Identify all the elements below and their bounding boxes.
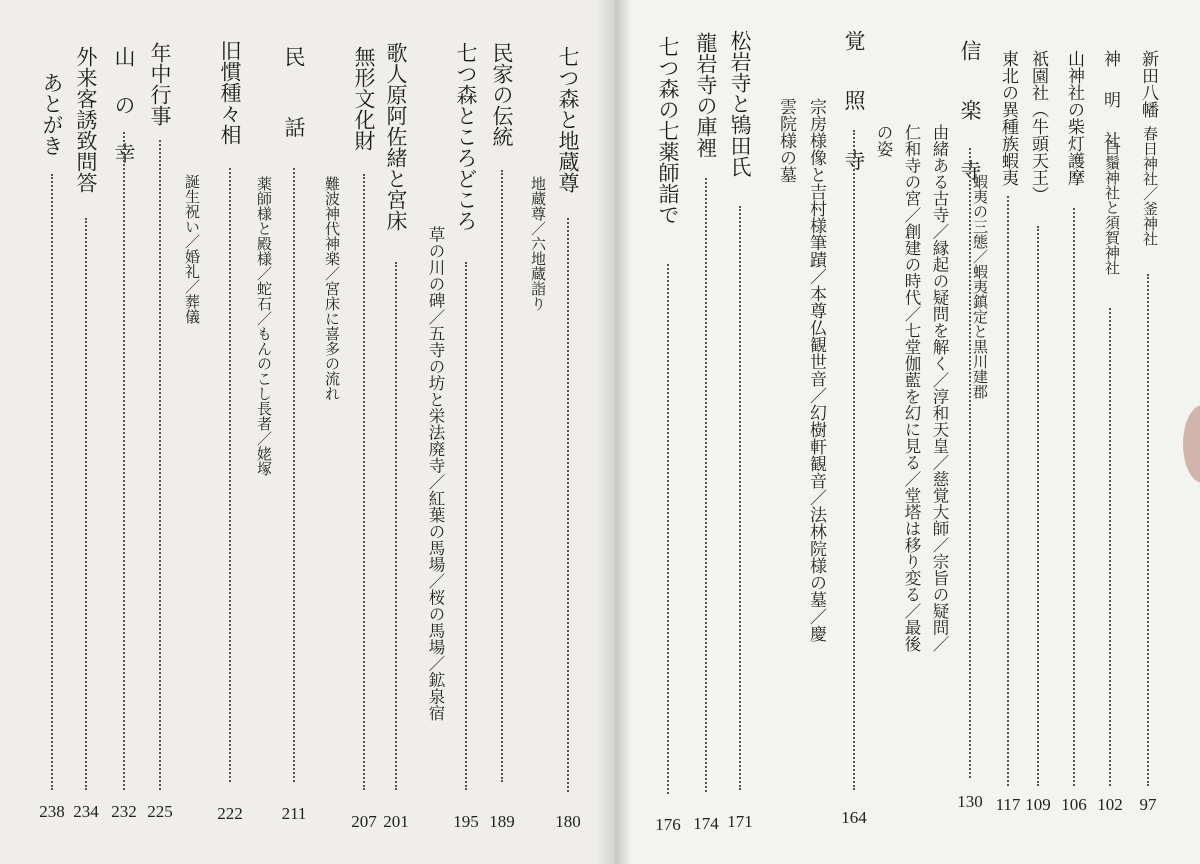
toc-page-number: 232	[111, 802, 137, 821]
toc-page-number: 174	[693, 814, 719, 833]
toc-page-number: 195	[453, 812, 479, 831]
toc-entry	[454, 0, 478, 864]
toc-entry-subtitle: 雲院様の墓	[776, 98, 796, 183]
toc-entry	[218, 0, 242, 864]
toc-page-number: 106	[1061, 795, 1087, 814]
toc-entry-detail	[180, 0, 204, 864]
dot-leader	[465, 262, 467, 790]
toc-entry-detail	[804, 0, 828, 864]
toc-entry-detail	[526, 0, 550, 864]
toc-entry-subtitle: 春日神社／釜神社	[1141, 126, 1159, 246]
dot-leader	[853, 130, 855, 790]
toc-page-number: 109	[1025, 795, 1051, 814]
toc-entry-title: 年中行事	[148, 42, 172, 126]
toc-entry-detail	[928, 0, 952, 864]
dot-leader	[667, 264, 669, 794]
dot-leader	[1073, 208, 1075, 786]
toc-page-number: 207	[351, 812, 377, 831]
toc-entry	[148, 0, 172, 864]
toc-entry	[352, 0, 376, 864]
toc-entry-title: 山 の 幸	[112, 46, 136, 167]
dot-leader	[969, 148, 971, 778]
dot-leader	[705, 178, 707, 792]
toc-entry-detail	[320, 0, 344, 864]
toc-entry-title: 祇園社（牛頭天王）	[1028, 50, 1048, 203]
toc-entry-subtitle: 難波神代神楽／宮床に喜多の流れ	[323, 176, 341, 401]
toc-entry-title: 神 明 社	[1100, 50, 1120, 152]
toc-entry-subtitle: 宗房様像と吉村様筆蹟／本尊仏観世音／幻樹軒観音／法林院様の墓／慶	[806, 98, 826, 642]
dot-leader	[1147, 274, 1149, 786]
toc-entry	[74, 0, 98, 864]
toc-entry	[1136, 0, 1160, 864]
dot-leader	[293, 168, 295, 782]
dot-leader	[229, 168, 231, 782]
toc-entry-subtitle: 草の川の碑／五寺の坊と栄法廃寺／紅葉の馬場／桜の馬場／鉱泉宿	[426, 226, 445, 721]
toc-entry	[842, 0, 866, 864]
toc-entry	[1098, 0, 1122, 864]
toc-entry	[1026, 0, 1050, 864]
toc-page-number: 201	[383, 812, 409, 831]
toc-entry	[694, 0, 718, 864]
toc-entry-title: 東北の異種族蝦夷	[998, 50, 1018, 186]
toc-entry	[1062, 0, 1086, 864]
dot-leader	[159, 140, 161, 790]
toc-entry-subtitle: 白鬚神社と須賀神社	[1103, 140, 1121, 275]
dot-leader	[363, 174, 365, 790]
toc-entry	[40, 0, 64, 864]
toc-entry-subtitle: 地蔵尊／六地蔵詣り	[529, 176, 547, 311]
toc-entry-title: 七つ森の七薬師詣で	[656, 36, 680, 225]
toc-entry	[556, 0, 580, 864]
dot-leader	[739, 206, 741, 790]
toc-entry-title: 歌人原阿佐緒と宮床	[384, 42, 408, 231]
dot-leader	[1037, 226, 1039, 786]
toc-entry-subtitle: 誕生祝い／婚礼／葬儀	[183, 174, 201, 324]
toc-page-number: 189	[489, 812, 515, 831]
toc-entry-subtitle: の姿	[874, 124, 893, 157]
toc-page-number: 234	[73, 802, 99, 821]
dot-leader	[85, 218, 87, 790]
toc-entry-subtitle: 薬師様と殿様／蛇石／もんのこし長者／姥塚	[255, 176, 273, 476]
toc-entry-detail	[424, 0, 448, 864]
dot-leader	[1109, 308, 1111, 786]
dot-leader	[501, 170, 503, 782]
toc-entry-title: 無形文化財	[352, 46, 376, 151]
toc-entry	[384, 0, 408, 864]
toc-page-number: 102	[1097, 795, 1123, 814]
toc-page-number: 222	[217, 804, 243, 823]
toc-entry-subtitle: 仁和寺の宮／創建の時代／七堂伽藍を幻に見る／堂塔は移り変る／最後	[902, 124, 921, 652]
toc-entry-title: 旧慣種々相	[218, 40, 242, 145]
toc-entry-title: 龍岩寺の庫裡	[694, 32, 718, 158]
toc-page-number: 211	[281, 804, 307, 823]
toc-entry	[656, 0, 680, 864]
dot-leader	[567, 218, 569, 792]
toc-page-number: 164	[841, 808, 867, 827]
toc-page-number: 225	[147, 802, 173, 821]
toc-entry-subtitle: 由緒ある古寺／縁起の疑問を解く／淳和天皇／慈覚大師／宗旨の疑問／	[930, 124, 949, 652]
toc-entry-title: 覚 照 寺	[842, 30, 866, 180]
toc-entry	[728, 0, 752, 864]
toc-entry-detail	[774, 0, 798, 864]
toc-entry	[282, 0, 306, 864]
toc-entry	[490, 0, 514, 864]
toc-entry-title: 七つ森ところどころ	[454, 42, 478, 231]
toc-entry-title: 外来客誘致問答	[74, 46, 98, 193]
toc-entry-title: 民家の伝統	[490, 42, 514, 147]
toc-page-number: 130	[957, 792, 983, 811]
toc-page-number: 97	[1139, 795, 1157, 814]
toc-entry-title: 新田八幡	[1138, 50, 1158, 118]
toc-entry-detail	[872, 0, 896, 864]
toc-entry-title: 七つ森と地蔵尊	[556, 46, 580, 193]
toc-entry	[112, 0, 136, 864]
toc-entry-title: あとがき	[40, 72, 64, 156]
toc-entry-title: 民 話	[282, 46, 306, 141]
toc-page-number: 117	[995, 795, 1021, 814]
toc-page-number: 238	[39, 802, 65, 821]
toc-entry	[958, 0, 982, 864]
toc-page-number: 180	[555, 812, 581, 831]
dot-leader	[123, 132, 125, 790]
dot-leader	[1007, 196, 1009, 786]
toc-entry-subtitle: 蝦夷の三態／蝦夷鎮定と黒川建郡	[971, 174, 989, 399]
toc-entry	[996, 0, 1020, 864]
toc-page-number: 171	[727, 812, 753, 831]
toc-entry-detail	[900, 0, 924, 864]
toc-entry-title: 松岩寺と鴇田氏	[728, 30, 752, 177]
toc-entry-detail	[252, 0, 276, 864]
dot-leader	[51, 174, 53, 790]
dot-leader	[395, 262, 397, 790]
toc-entry-title: 山神社の柴灯護摩	[1064, 50, 1084, 186]
toc-page-number: 176	[655, 815, 681, 834]
toc-entry-title: 信 楽 寺	[958, 40, 982, 190]
